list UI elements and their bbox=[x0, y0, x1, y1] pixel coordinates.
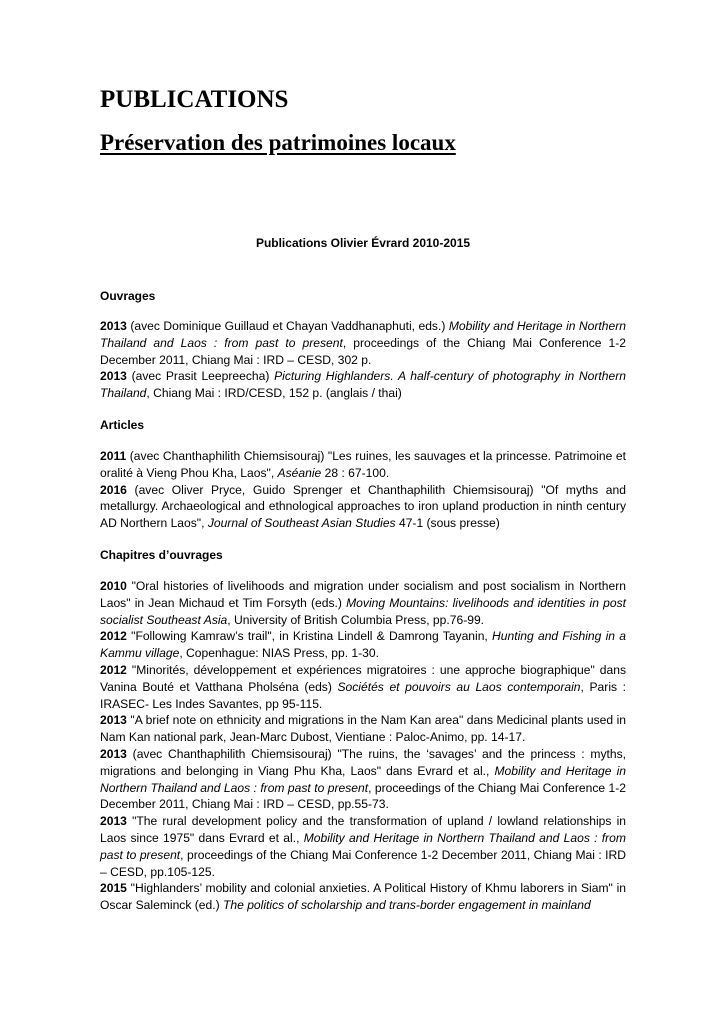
section-heading-articles: Articles bbox=[100, 418, 145, 432]
entry-text: (avec Chanthaphilith Chiemsisouraj) "The ruins, the ‘savages’ and the princess : myths, migrations and belonging in Viang Phu Kha, Laos" dans Evrard et al., bbox=[100, 746, 626, 778]
entry-text: "Following Kamraw’s trail", in Kristina Lindell & Damrong Tayanin, bbox=[126, 629, 493, 644]
entry-text: , Copenhague: NIAS Press, pp. 1-30. bbox=[179, 646, 379, 661]
entry-text: "A brief note on ethnicity and migrations in the Nam Kan area" dans Medicinal plants used in Nam Kan national park, Jean-Marc Dubost, Vientiane : Paloc-Animo, pp. 14-17. bbox=[100, 713, 626, 745]
publication-entry bbox=[100, 318, 626, 368]
publication-entry bbox=[100, 712, 626, 746]
entry-year: 2016 bbox=[100, 482, 127, 497]
entry-title: Mobility and Heritage in Northern Thailand and Laos : from past to present bbox=[100, 830, 626, 862]
entry-year: 2015 bbox=[100, 881, 127, 896]
entry-year: 2010 bbox=[100, 579, 127, 593]
publication-entry bbox=[100, 880, 626, 914]
entry-text: , proceedings of the Chiang Mai Conference 1-2 December 2011, Chiang Mai : IRD – CESD, pp.105-125. bbox=[100, 847, 626, 879]
entry-title: Hunting and Fishing in a Kammu village bbox=[100, 629, 626, 661]
entry-year: 2013 bbox=[100, 814, 127, 829]
ouvrages-list bbox=[100, 318, 626, 402]
entry-text: "Highlanders’ mobility and colonial anxieties. A Political History of Khmu laborers in Siam" in Oscar Saleminck (ed.) bbox=[100, 881, 626, 913]
entry-title: Journal of Southeast Asian Studies bbox=[207, 516, 396, 531]
entry-year: 2013 bbox=[100, 369, 127, 384]
entry-title: The politics of scholarship and trans-border engagement in mainland bbox=[223, 898, 591, 913]
entry-text: (avec Chanthaphilith Chiemsisouraj) "Les ruines, les sauvages et la princesse. Patrimoine et oralité à Vieng Phou Kha, Laos", bbox=[100, 449, 626, 480]
entry-year: 2012 bbox=[100, 629, 127, 644]
entry-text: , proceedings of the Chiang Mai Conference 1-2 December 2011, Chiang Mai : IRD – CESD, pp.55-73. bbox=[100, 780, 627, 812]
articles-list bbox=[100, 448, 626, 532]
section-heading-chapitres: Chapitres d’ouvrages bbox=[100, 548, 223, 562]
entry-year: 2013 bbox=[100, 746, 127, 761]
entry-text: , Chiang Mai : IRD/CESD, 152 p. (anglais / thai) bbox=[146, 386, 402, 401]
entry-title: Moving Mountains: livelihoods and identities in post socialist Southeast Asia bbox=[100, 595, 626, 627]
publication-entry bbox=[100, 628, 626, 662]
publication-entry bbox=[100, 578, 626, 628]
page-subtitle: Préservation des patrimoines locaux bbox=[100, 130, 456, 155]
entry-text: (avec Prasit Leepreecha) bbox=[126, 369, 275, 384]
chapitres-list bbox=[100, 578, 626, 914]
entry-text: (avec Dominique Guillaud et Chayan Vaddhanaphuti, eds.) bbox=[126, 319, 449, 333]
entry-text: , University of British Columbia Press, pp.76-99. bbox=[227, 612, 485, 627]
publication-entry bbox=[100, 813, 626, 880]
entry-title: Picturing Highlanders. A half-century of photography in Northern Thailand bbox=[100, 369, 626, 401]
entry-text: 47-1 (sous presse) bbox=[395, 516, 500, 531]
entry-text: "Minorités, développement et expériences migratoires : une approche biographique" dans Vanina Bouté et Vatthana Pholséna (eds) bbox=[100, 662, 626, 694]
entry-text: (avec Oliver Pryce, Guido Sprenger et Chanthaphilith Chiemsisouraj) "Of myths and metallurgy. Archaeological and ethnological approaches to iron upland production in ninth century AD Northern Laos", bbox=[100, 482, 626, 531]
page-title: PUBLICATIONS bbox=[100, 86, 289, 113]
entry-text: 28 : 67-100. bbox=[321, 465, 390, 480]
entry-title: Mobility and Heritage in Northern Thailand and Laos : from past to present bbox=[100, 319, 626, 350]
publication-entry bbox=[100, 482, 626, 532]
entry-year: 2013 bbox=[100, 319, 127, 333]
entry-title: Mobility and Heritage in Northern Thailand and Laos : from past to present bbox=[100, 763, 626, 795]
publication-entry bbox=[100, 746, 626, 813]
section-heading-ouvrages: Ouvrages bbox=[100, 289, 156, 303]
entry-title: Sociétés et pouvoirs au Laos contemporain bbox=[337, 679, 581, 694]
document-title: Publications Olivier Évrard 2010-2015 bbox=[255, 236, 471, 250]
entry-year: 2011 bbox=[100, 449, 127, 463]
entry-text: "The rural development policy and the transformation of upland / lowland relationships in Laos since 1975" dans Evrard et al., bbox=[100, 814, 626, 845]
entry-year: 2013 bbox=[100, 713, 127, 728]
publication-entry bbox=[100, 368, 626, 402]
entry-title: Aséanie bbox=[277, 465, 322, 480]
publication-entry bbox=[100, 662, 626, 712]
entry-text: "Oral histories of livelihoods and migration under socialism and post socialism in Northern Laos" in Jean Michaud et Tim Forsyth (eds.) bbox=[100, 579, 626, 610]
entry-text: , proceedings of the Chiang Mai Conference 1-2 December 2011, Chiang Mai : IRD – CESD, 302 p. bbox=[100, 335, 626, 367]
entry-text: , Paris : IRASEC- Les Indes Savantes, pp 95-115. bbox=[100, 679, 626, 711]
publication-entry bbox=[100, 448, 626, 482]
entry-year: 2012 bbox=[100, 662, 127, 677]
